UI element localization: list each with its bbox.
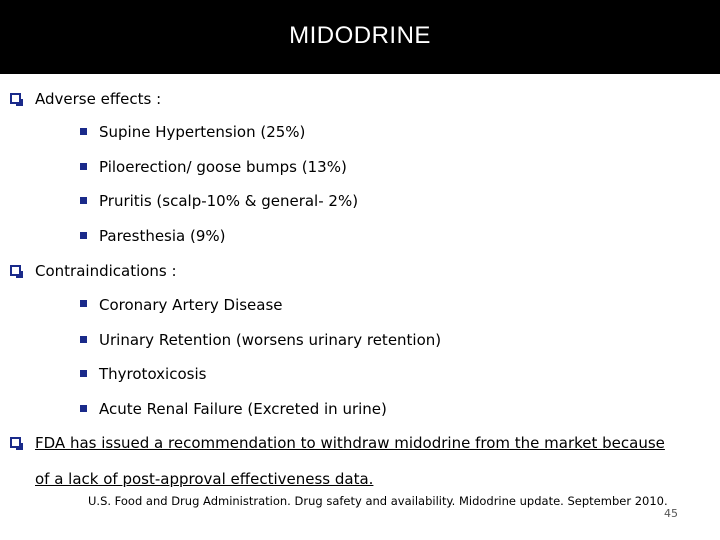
square-bullet-icon	[80, 163, 87, 170]
reference-citation: U.S. Food and Drug Administration. Drug safety and availability. Midodrine update. September 2010.	[88, 494, 668, 508]
checkbox-bullet-icon	[10, 93, 21, 104]
square-bullet-icon	[80, 405, 87, 412]
checkbox-bullet-icon	[10, 437, 21, 448]
list-item: Supine Hypertension (25%)	[99, 123, 306, 141]
square-bullet-icon	[80, 128, 87, 135]
square-bullet-icon	[80, 232, 87, 239]
list-item: Urinary Retention (worsens urinary retention)	[99, 331, 442, 349]
square-bullet-icon	[80, 300, 87, 307]
slide-title: MIDODRINE	[289, 22, 431, 49]
list-item: Pruritis (scalp-10% & general- 2%)	[99, 192, 359, 210]
list-item: Paresthesia (9%)	[99, 227, 226, 245]
square-bullet-icon	[80, 336, 87, 343]
checkbox-bullet-icon	[10, 265, 21, 276]
fda-note-line-2: of a lack of post-approval effectiveness data.	[35, 470, 374, 488]
list-item: Coronary Artery Disease	[99, 296, 283, 314]
square-bullet-icon	[80, 370, 87, 377]
list-item: Thyrotoxicosis	[99, 365, 207, 383]
fda-note-line-1: FDA has issued a recommendation to withdraw midodrine from the market because	[35, 434, 665, 452]
section-heading-adverse-effects: Adverse effects :	[35, 90, 162, 108]
section-heading-contraindications: Contraindications :	[35, 262, 177, 280]
title-bar	[0, 0, 720, 74]
square-bullet-icon	[80, 197, 87, 204]
page-number: 45	[664, 507, 678, 520]
list-item: Acute Renal Failure (Excreted in urine)	[99, 400, 387, 418]
list-item: Piloerection/ goose bumps (13%)	[99, 158, 347, 176]
